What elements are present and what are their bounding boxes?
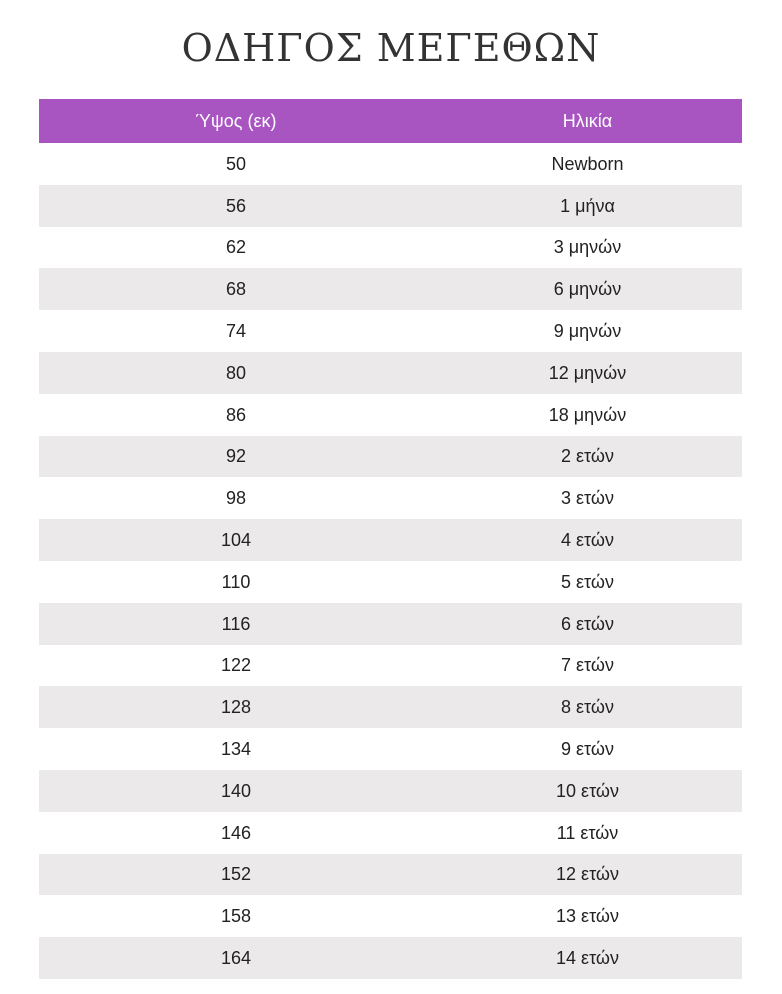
age-cell: 6 μηνών (553, 279, 622, 300)
table-body (39, 143, 742, 979)
age-cell: 18 μηνών (548, 404, 627, 425)
size-guide-table (39, 99, 742, 979)
age-cell: 9 ετών (561, 739, 614, 760)
height-cell: 56 (225, 195, 247, 216)
age-cell: 14 ετών (556, 948, 619, 969)
height-cell: 104 (220, 530, 252, 551)
table-row (39, 310, 742, 352)
table-row (39, 394, 742, 436)
height-cell: 92 (225, 446, 247, 467)
height-cell: 140 (220, 780, 252, 801)
table-row (39, 895, 742, 937)
table-row (39, 519, 742, 561)
age-cell: 6 ετών (561, 613, 614, 634)
table-header-row (39, 99, 742, 143)
table-row (39, 603, 742, 645)
height-cell: 122 (220, 655, 252, 676)
age-cell: 1 μήνα (560, 195, 615, 216)
table-row (39, 185, 742, 227)
age-cell: 10 ετών (556, 780, 619, 801)
table-row (39, 561, 742, 603)
height-cell: 86 (225, 404, 247, 425)
age-cell: 5 ετών (561, 571, 614, 592)
table-row (39, 268, 742, 310)
age-cell: 12 ετών (556, 864, 619, 885)
height-cell: 116 (221, 613, 251, 634)
height-cell: 128 (220, 697, 252, 718)
height-cell: 80 (225, 362, 247, 383)
age-cell: 11 ετών (556, 822, 619, 843)
age-cell: 2 ετών (561, 446, 614, 467)
table-row (39, 854, 742, 896)
height-cell: 62 (225, 237, 247, 258)
age-cell: 8 ετών (561, 697, 614, 718)
table-row (39, 227, 742, 269)
age-cell: 13 ετών (556, 906, 619, 927)
table-row (39, 770, 742, 812)
table-row (39, 143, 742, 185)
height-cell: 74 (225, 321, 247, 342)
column-header-height: Ύψος (εκ) (195, 111, 277, 131)
table-row (39, 352, 742, 394)
age-cell: Newborn (551, 153, 624, 174)
height-cell: 164 (220, 948, 252, 969)
age-cell: 9 μηνών (553, 321, 622, 342)
column-header-age: Ηλικία (562, 111, 613, 131)
height-cell: 146 (220, 822, 252, 843)
height-cell: 158 (220, 906, 252, 927)
table-row (39, 436, 742, 478)
table-row (39, 812, 742, 854)
height-cell: 98 (225, 488, 247, 509)
age-cell: 12 μηνών (548, 362, 627, 383)
table-row (39, 686, 742, 728)
age-cell: 3 μηνών (553, 237, 622, 258)
table-row (39, 645, 742, 687)
table-row (39, 728, 742, 770)
table-row (39, 937, 742, 979)
page-title: ΟΔΗΓΟΣ ΜΕΓΕΘΩΝ (181, 26, 601, 70)
age-cell: 3 ετών (561, 488, 614, 509)
height-cell: 110 (221, 571, 251, 592)
height-cell: 152 (220, 864, 252, 885)
height-cell: 134 (220, 739, 252, 760)
height-cell: 50 (225, 153, 247, 174)
height-cell: 68 (225, 279, 247, 300)
age-cell: 7 ετών (561, 655, 614, 676)
age-cell: 4 ετών (561, 530, 614, 551)
table-row (39, 477, 742, 519)
